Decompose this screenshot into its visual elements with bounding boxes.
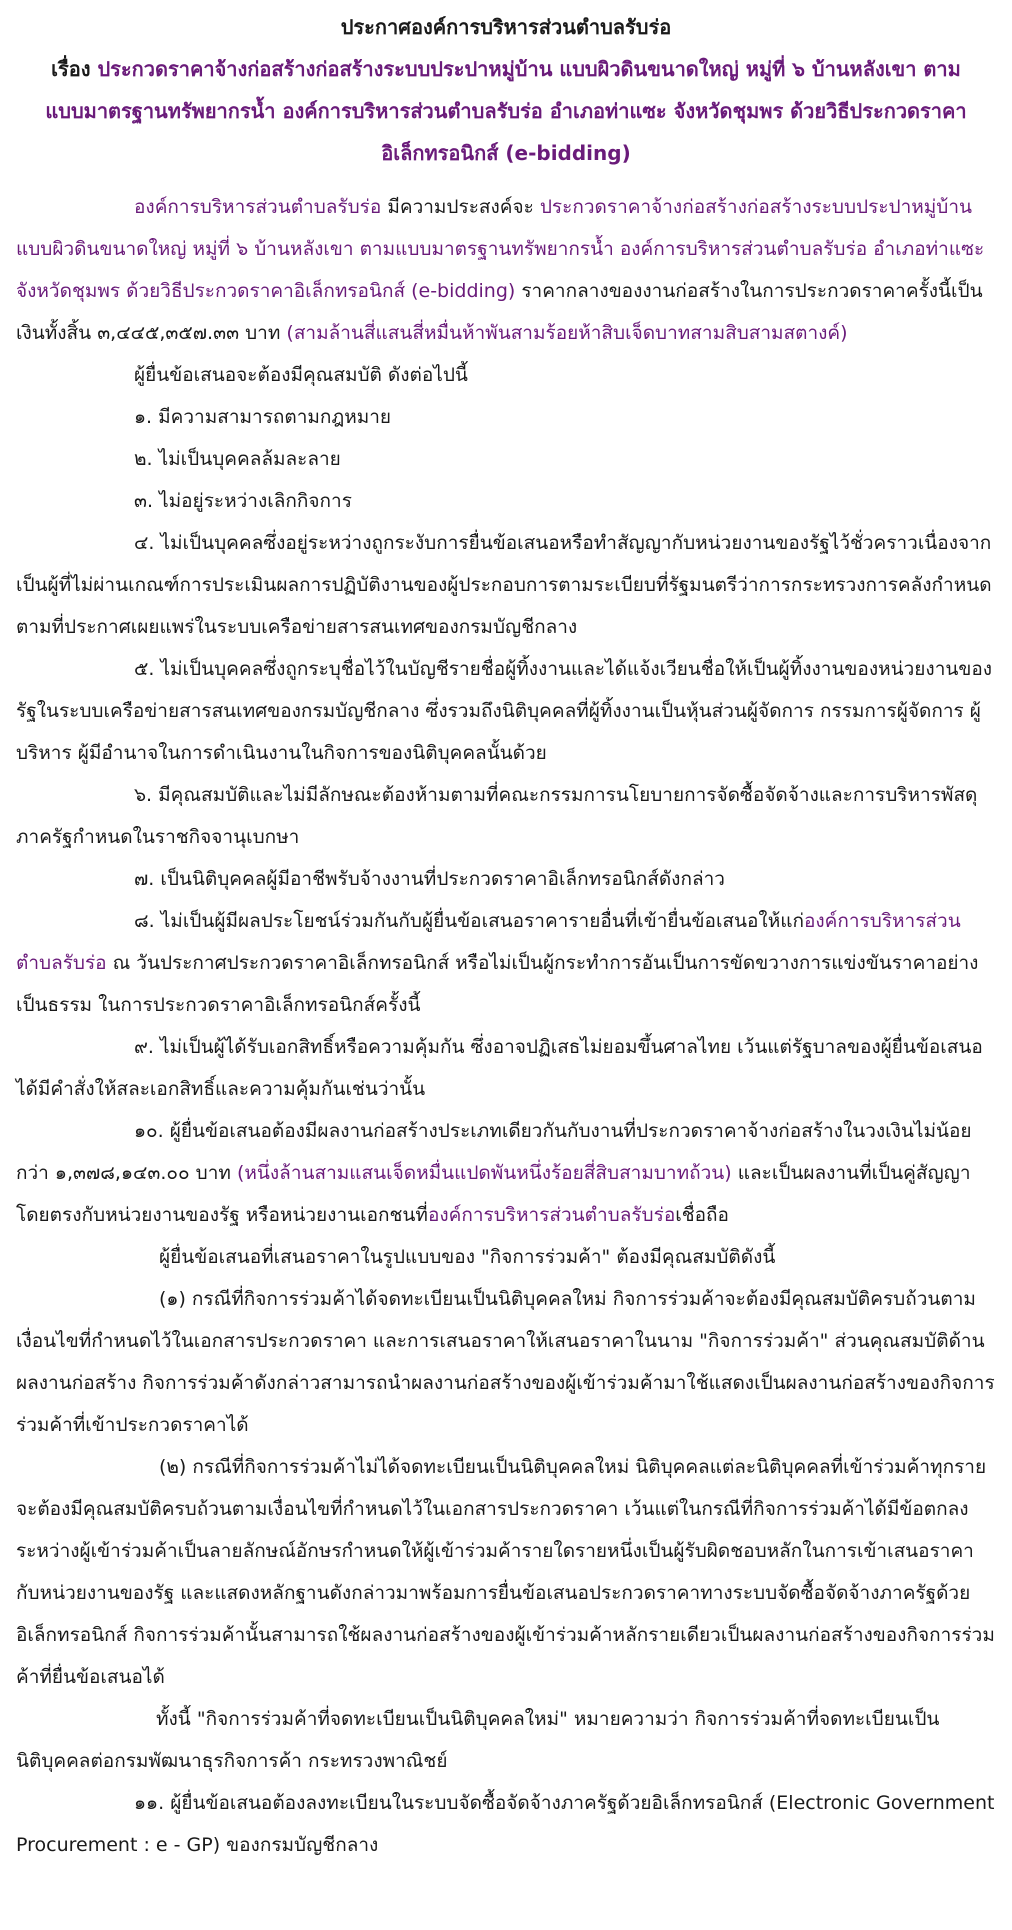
item-4: ๔. ไม่เป็นบุคคลซึ่งอยู่ระหว่างถูกระงับการยื่นข้อเสนอหรือทำสัญญากับหน่วยงานของรัฐไว้ชั่วคราวเนื่องจากเป็นผู้ที่ไม่ผ่านเกณฑ์การประเมินผลการปฏิบัติงานของผู้ประกอบการตามระเบียบที่รัฐมนตรีว่าการกระทรวงการคลังกำหนดตามที่ประกาศเผยแพร่ในระบบเครือข่ายสารสนเทศของกรมบัญชีกลาง [16,532,992,638]
document-title: ประกาศองค์การบริหารส่วนตำบลรับร่อ [340,15,672,39]
intro-text-2: ราคากลางของงานก่อสร้างในการประกวดราคาครั้งนี้เป็นเงินทั้งสิ้น [16,280,983,344]
item-1: ๑. มีความสามารถตามกฎหมาย [134,406,392,428]
joint-venture-note: ทั้งนี้ "กิจการร่วมค้าที่จดทะเบียนเป็นนิติบุคคลใหม่" หมายความว่า กิจการร่วมค้าที่จดทะเบียนเป็นนิติบุคคลต่อกรมพัฒนาธุรกิจการค้า กระทรวงพาณิชย์ [16,1708,940,1772]
item-3: ๓. ไม่อยู่ระหว่างเลิกกิจการ [134,490,352,512]
intro-text-3: บาท [239,322,287,344]
intro-paragraph [16,186,996,354]
item-2: ๒. ไม่เป็นบุคคลล้มละลาย [134,448,341,470]
item-5: ๕. ไม่เป็นบุคคลซึ่งถูกระบุชื่อไว้ในบัญชีรายชื่อผู้ทิ้งงานและได้แจ้งเวียนชื่อให้เป็นผู้ทิ้งงานของหน่วยงานของรัฐในระบบเครือข่ายสารสนเทศของกรมบัญชีกลาง ซึ่งรวมถึงนิติบุคคลที่ผู้ทิ้งงานเป็นหุ้นส่วนผู้จัดการ กรรมการผู้จัดการ ผู้บริหาร ผู้มีอำนาจในการดำเนินงานในกิจการของนิติบุคคลนั้นด้วย [16,658,993,764]
item-10-amount: ๑,๓๗๘,๑๔๓.๐๐ [54,1162,190,1184]
joint-venture-heading: ผู้ยื่นข้อเสนอที่เสนอราคาในรูปแบบของ "กิจการร่วมค้า" ต้องมีคุณสมบัติดังนี้ [159,1246,776,1268]
intro-amount-words: (สามล้านสี่แสนสี่หมื่นห้าพันสามร้อยห้าสิบเจ็ดบาทสามสิบสามสตางค์) [286,322,848,344]
item-8-text-b: ณ วันประกาศประกวดราคาอิเล็กทรอนิกส์ หรือไม่เป็นผู้กระทำการอันเป็นการขัดขวางการแข่งขันราคาอย่างเป็นธรรม ในการประกวดราคาอิเล็กทรอนิกส์ครั้งนี้ [16,952,979,1016]
subject-label: เรื่อง [51,57,91,81]
item-8-org: องค์การบริหารส่วนตำบลรับร่อ [16,910,961,974]
item-10-text-a: ๑๐. ผู้ยื่นข้อเสนอต้องมีผลงานก่อสร้างประเภทเดียวกันกับงานที่ประกวดราคาจ้างก่อสร้างในวงเงินไม่น้อยกว่า [16,1120,972,1184]
item-10-text-d: เชื่อถือ [675,1204,729,1226]
joint-venture-clause-1: (๑) กรณีที่กิจการร่วมค้าได้จดทะเบียนเป็นนิติบุคคลใหม่ กิจการร่วมค้าจะต้องมีคุณสมบัติครบถ้วนตามเงื่อนไขที่กำหนดไว้ในเอกสารประกวดราคา และการเสนอราคาให้เสนอราคาในนาม "กิจการร่วมค้า" ส่วนคุณสมบัติด้านผลงานก่อสร้าง กิจการร่วมค้าดังกล่าวสามารถนำผลงานก่อสร้างของผู้เข้าร่วมค้ามาใช้แสดงเป็นผลงานก่อสร้างของกิจการร่วมค้าที่เข้าประกวดราคาได้ [16,1288,995,1436]
joint-venture-clause-2: (๒) กรณีที่กิจการร่วมค้าไม่ได้จดทะเบียนเป็นนิติบุคคลใหม่ นิติบุคคลแต่ละนิติบุคคลที่เข้าร่วมค้าทุกรายจะต้องมีคุณสมบัติครบถ้วนตามเงื่อนไขที่กำหนดไว้ในเอกสารประกวดราคา เว้นแต่ในกรณีที่กิจการร่วมค้าได้มีข้อตกลงระหว่างผู้เข้าร่วมค้าเป็นลายลักษณ์อักษรกำหนดให้ผู้เข้าร่วมค้ารายใดรายหนึ่งเป็นผู้รับผิดชอบหลักในการเข้าเสนอราคากับหน่วยงานของรัฐ และแสดงหลักฐานดังกล่าวมาพร้อมการยื่นข้อเสนอประกวดราคาทางระบบจัดซื้อจัดจ้างภาครัฐด้วยอิเล็กทรอนิกส์ กิจการร่วมค้านั้นสามารถใช้ผลงานก่อสร้างของผู้เข้าร่วมค้าหลักรายเดียวเป็นผลงานก่อสร้างของกิจการร่วมค้าที่ยื่นข้อเสนอได้ [16,1456,995,1688]
announcement-document [0,6,1012,1866]
intro-project: ประกวดราคาจ้างก่อสร้างก่อสร้างระบบประปาหมู่บ้าน แบบผิวดินขนาดใหญ่ หมู่ที่ ๖ บ้านหลังเขา ตามแบบมาตรฐานทรัพยากรน้ำ องค์การบริหารส่วนตำบลรับร่อ อำเภอท่าแซะ จังหวัดชุมพร ด้วยวิธีประกวดราคาอิเล็กทรอนิกส์ (e-bidding) [16,196,985,302]
qualification-heading: ผู้ยื่นข้อเสนอจะต้องมีคุณสมบัติ ดังต่อไปนี้ [134,364,468,386]
item-10 [16,1110,996,1236]
intro-org: องค์การบริหารส่วนตำบลรับร่อ [134,196,382,218]
item-10-amount-words: (หนึ่งล้านสามแสนเจ็ดหมื่นแปดพันหนึ่งร้อยสี่สิบสามบาทถ้วน) [236,1162,732,1184]
item-7: ๗. เป็นนิติบุคคลผู้มีอาชีพรับจ้างงานที่ประกวดราคาอิเล็กทรอนิกส์ดังกล่าว [134,868,725,890]
intro-amount: ๓,๔๔๕,๓๕๗.๓๓ [97,322,240,344]
document-subject [36,48,976,174]
item-8 [16,900,996,1026]
item-10-text-c: และเป็นผลงานที่เป็นคู่สัญญาโดยตรงกับหน่วยงานของรัฐ หรือหน่วยงานเอกชนที่ [16,1162,971,1226]
subject-text: ประกวดราคาจ้างก่อสร้างก่อสร้างระบบประปาหมู่บ้าน แบบผิวดินขนาดใหญ่ หมู่ที่ ๖ บ้านหลังเขา ตามแบบมาตรฐานทรัพยากรน้ำ องค์การบริหารส่วนตำบลรับร่อ อำเภอท่าแซะ จังหวัดชุมพร ด้วยวิธีประกวดราคาอิเล็กทรอนิกส์ (e-bidding) [45,57,967,165]
item-10-text-b: บาท [189,1162,237,1184]
item-8-text-a: ๘. ไม่เป็นผู้มีผลประโยชน์ร่วมกันกับผู้ยื่นข้อเสนอราคารายอื่นที่เข้ายื่นข้อเสนอให้แก่ [134,910,804,932]
item-9: ๙. ไม่เป็นผู้ได้รับเอกสิทธิ์หรือความคุ้มกัน ซึ่งอาจปฏิเสธไม่ยอมขึ้นศาลไทย เว้นแต่รัฐบาลของผู้ยื่นข้อเสนอได้มีคำสั่งให้สละเอกสิทธิ์และความคุ้มกันเช่นว่านั้น [16,1036,983,1100]
item-11: ๑๑. ผู้ยื่นข้อเสนอต้องลงทะเบียนในระบบจัดซื้อจัดจ้างภาครัฐด้วยอิเล็กทรอนิกส์ (Electronic Government Procurement : e - GP) ของกรมบัญชีกลาง [16,1792,995,1856]
item-6: ๖. มีคุณสมบัติและไม่มีลักษณะต้องห้ามตามที่คณะกรรมการนโยบายการจัดซื้อจัดจ้างและการบริหารพัสดุภาครัฐกำหนดในราชกิจจานุเบกษา [16,784,978,848]
intro-text-1: มีความประสงค์จะ [381,196,540,218]
item-10-org: องค์การบริหารส่วนตำบลรับร่อ [427,1204,676,1226]
